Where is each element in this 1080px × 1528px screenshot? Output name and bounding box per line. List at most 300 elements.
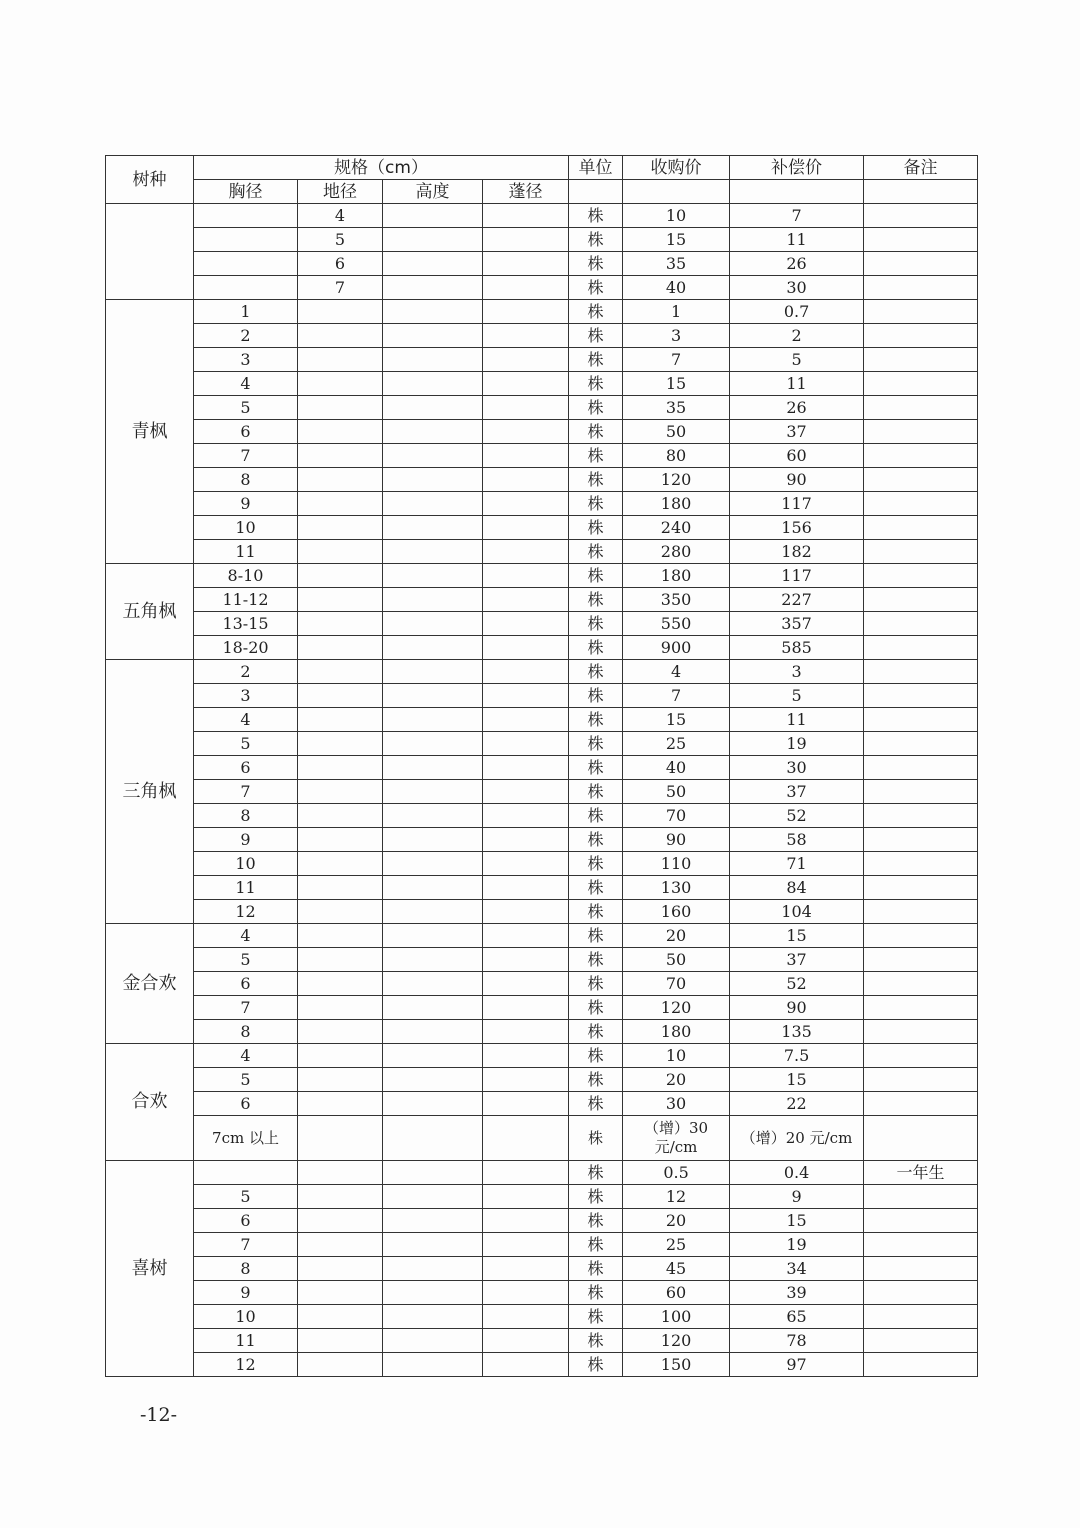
crown-diameter-cell xyxy=(483,300,569,324)
compensation-price-cell: 71 xyxy=(730,852,864,876)
table-row xyxy=(106,756,978,780)
purchase-price-cell: 180 xyxy=(623,564,730,588)
height-cell xyxy=(383,1185,483,1209)
purchase-price-cell: 50 xyxy=(623,780,730,804)
chest-diameter-cell: 11 xyxy=(194,876,298,900)
compensation-price-cell: 11 xyxy=(730,372,864,396)
crown-diameter-cell xyxy=(483,852,569,876)
compensation-price-cell: 11 xyxy=(730,228,864,252)
chest-diameter-cell: 2 xyxy=(194,660,298,684)
crown-diameter-cell xyxy=(483,564,569,588)
chest-diameter-cell: 1 xyxy=(194,300,298,324)
species-cell: 青枫 xyxy=(106,300,194,564)
compensation-price-cell: （增）20 元/cm xyxy=(730,1116,864,1161)
unit-cell: 株 xyxy=(569,1092,623,1116)
species-cell: 三角枫 xyxy=(106,660,194,924)
note-cell xyxy=(864,612,978,636)
table-row xyxy=(106,1281,978,1305)
purchase-price-cell: 20 xyxy=(623,924,730,948)
crown-diameter-cell xyxy=(483,540,569,564)
ground-diameter-cell xyxy=(298,372,383,396)
table-row xyxy=(106,780,978,804)
note-cell xyxy=(864,876,978,900)
note-cell xyxy=(864,1233,978,1257)
unit-cell: 株 xyxy=(569,204,623,228)
chest-diameter-cell xyxy=(194,204,298,228)
note-cell xyxy=(864,540,978,564)
height-cell xyxy=(383,444,483,468)
purchase-price-cell: 180 xyxy=(623,492,730,516)
purchase-price-cell: （增）30 元/cm xyxy=(623,1116,730,1161)
note-cell xyxy=(864,924,978,948)
ground-diameter-cell xyxy=(298,852,383,876)
unit-cell: 株 xyxy=(569,1305,623,1329)
header-crown-diameter: 蓬径 xyxy=(483,180,569,204)
header-chest-diameter: 胸径 xyxy=(194,180,298,204)
chest-diameter-cell: 6 xyxy=(194,1209,298,1233)
compensation-price-cell: 90 xyxy=(730,996,864,1020)
purchase-price-cell: 70 xyxy=(623,972,730,996)
compensation-price-cell: 30 xyxy=(730,276,864,300)
header-unit-blank xyxy=(569,180,623,204)
compensation-price-cell: 15 xyxy=(730,1209,864,1233)
crown-diameter-cell xyxy=(483,1020,569,1044)
compensation-price-cell: 5 xyxy=(730,348,864,372)
crown-diameter-cell xyxy=(483,780,569,804)
height-cell xyxy=(383,1044,483,1068)
compensation-price-cell: 78 xyxy=(730,1329,864,1353)
header-ground-diameter: 地径 xyxy=(298,180,383,204)
compensation-price-cell: 9 xyxy=(730,1185,864,1209)
chest-diameter-cell: 5 xyxy=(194,732,298,756)
purchase-price-cell: 25 xyxy=(623,1233,730,1257)
height-cell xyxy=(383,804,483,828)
compensation-price-cell: 0.4 xyxy=(730,1161,864,1185)
purchase-price-cell: 20 xyxy=(623,1209,730,1233)
note-cell xyxy=(864,948,978,972)
unit-cell: 株 xyxy=(569,468,623,492)
compensation-price-cell: 30 xyxy=(730,756,864,780)
compensation-price-cell: 156 xyxy=(730,516,864,540)
crown-diameter-cell xyxy=(483,900,569,924)
unit-cell: 株 xyxy=(569,300,623,324)
compensation-price-cell: 2 xyxy=(730,324,864,348)
ground-diameter-cell xyxy=(298,300,383,324)
note-cell xyxy=(864,300,978,324)
compensation-price-cell: 37 xyxy=(730,780,864,804)
chest-diameter-cell: 8-10 xyxy=(194,564,298,588)
note-cell xyxy=(864,996,978,1020)
compensation-price-cell: 84 xyxy=(730,876,864,900)
ground-diameter-cell xyxy=(298,804,383,828)
ground-diameter-cell: 6 xyxy=(298,252,383,276)
note-cell xyxy=(864,324,978,348)
height-cell xyxy=(383,996,483,1020)
crown-diameter-cell xyxy=(483,1329,569,1353)
ground-diameter-cell xyxy=(298,900,383,924)
height-cell xyxy=(383,972,483,996)
table-row xyxy=(106,252,978,276)
compensation-price-cell: 117 xyxy=(730,492,864,516)
header-unit: 单位 xyxy=(569,156,623,180)
unit-cell: 株 xyxy=(569,804,623,828)
ground-diameter-cell xyxy=(298,636,383,660)
ground-diameter-cell xyxy=(298,324,383,348)
unit-cell: 株 xyxy=(569,444,623,468)
purchase-price-cell: 40 xyxy=(623,276,730,300)
chest-diameter-cell: 8 xyxy=(194,1020,298,1044)
height-cell xyxy=(383,492,483,516)
unit-cell: 株 xyxy=(569,1329,623,1353)
ground-diameter-cell xyxy=(298,492,383,516)
page-number: -12- xyxy=(140,1404,178,1426)
unit-cell: 株 xyxy=(569,876,623,900)
ground-diameter-cell xyxy=(298,1353,383,1377)
note-cell xyxy=(864,852,978,876)
table-row xyxy=(106,276,978,300)
crown-diameter-cell xyxy=(483,996,569,1020)
chest-diameter-cell: 7 xyxy=(194,780,298,804)
note-cell xyxy=(864,204,978,228)
chest-diameter-cell: 6 xyxy=(194,420,298,444)
height-cell xyxy=(383,516,483,540)
purchase-price-cell: 60 xyxy=(623,1281,730,1305)
chest-diameter-cell: 11 xyxy=(194,1329,298,1353)
chest-diameter-cell: 10 xyxy=(194,516,298,540)
purchase-price-cell: 550 xyxy=(623,612,730,636)
species-cell: 金合欢 xyxy=(106,924,194,1044)
height-cell xyxy=(383,1209,483,1233)
chest-diameter-cell: 10 xyxy=(194,1305,298,1329)
ground-diameter-cell: 5 xyxy=(298,228,383,252)
unit-cell: 株 xyxy=(569,564,623,588)
table-row xyxy=(106,684,978,708)
chest-diameter-cell: 8 xyxy=(194,804,298,828)
ground-diameter-cell xyxy=(298,468,383,492)
chest-diameter-cell: 12 xyxy=(194,1353,298,1377)
purchase-price-cell: 40 xyxy=(623,756,730,780)
note-cell xyxy=(864,780,978,804)
ground-diameter-cell xyxy=(298,1185,383,1209)
ground-diameter-cell xyxy=(298,828,383,852)
height-cell xyxy=(383,348,483,372)
note-cell xyxy=(864,1305,978,1329)
crown-diameter-cell xyxy=(483,804,569,828)
crown-diameter-cell xyxy=(483,396,569,420)
ground-diameter-cell xyxy=(298,348,383,372)
purchase-price-cell: 50 xyxy=(623,420,730,444)
chest-diameter-cell xyxy=(194,228,298,252)
height-cell xyxy=(383,852,483,876)
note-cell xyxy=(864,756,978,780)
unit-cell: 株 xyxy=(569,1209,623,1233)
height-cell xyxy=(383,924,483,948)
unit-cell: 株 xyxy=(569,1353,623,1377)
unit-cell: 株 xyxy=(569,372,623,396)
height-cell xyxy=(383,660,483,684)
unit-cell: 株 xyxy=(569,612,623,636)
chest-diameter-cell: 5 xyxy=(194,1185,298,1209)
table-row xyxy=(106,540,978,564)
note-cell xyxy=(864,228,978,252)
ground-diameter-cell xyxy=(298,1281,383,1305)
compensation-price-cell: 7.5 xyxy=(730,1044,864,1068)
header-purchase-price: 收购价 xyxy=(623,156,730,180)
compensation-price-cell: 357 xyxy=(730,612,864,636)
ground-diameter-cell xyxy=(298,684,383,708)
height-cell xyxy=(383,276,483,300)
ground-diameter-cell xyxy=(298,1233,383,1257)
ground-diameter-cell xyxy=(298,1329,383,1353)
crown-diameter-cell xyxy=(483,252,569,276)
crown-diameter-cell xyxy=(483,420,569,444)
ground-diameter-cell xyxy=(298,396,383,420)
unit-cell: 株 xyxy=(569,588,623,612)
compensation-price-cell: 585 xyxy=(730,636,864,660)
chest-diameter-cell: 9 xyxy=(194,1281,298,1305)
purchase-price-cell: 180 xyxy=(623,1020,730,1044)
note-cell xyxy=(864,1329,978,1353)
purchase-price-cell: 100 xyxy=(623,1305,730,1329)
table-row xyxy=(106,564,978,588)
chest-diameter-cell: 4 xyxy=(194,1044,298,1068)
height-cell xyxy=(383,1281,483,1305)
table-row xyxy=(106,948,978,972)
unit-cell: 株 xyxy=(569,276,623,300)
ground-diameter-cell xyxy=(298,756,383,780)
table-row xyxy=(106,1233,978,1257)
crown-diameter-cell xyxy=(483,1281,569,1305)
unit-cell: 株 xyxy=(569,228,623,252)
compensation-price-cell: 135 xyxy=(730,1020,864,1044)
species-cell: 喜树 xyxy=(106,1161,194,1377)
chest-diameter-cell: 6 xyxy=(194,972,298,996)
note-cell xyxy=(864,708,978,732)
note-cell xyxy=(864,588,978,612)
purchase-price-cell: 160 xyxy=(623,900,730,924)
crown-diameter-cell xyxy=(483,1185,569,1209)
compensation-price-cell: 15 xyxy=(730,1068,864,1092)
crown-diameter-cell xyxy=(483,708,569,732)
chest-diameter-cell: 11 xyxy=(194,540,298,564)
unit-cell: 株 xyxy=(569,756,623,780)
height-cell xyxy=(383,948,483,972)
compensation-price-cell: 22 xyxy=(730,1092,864,1116)
purchase-price-cell: 12 xyxy=(623,1185,730,1209)
crown-diameter-cell xyxy=(483,1161,569,1185)
height-cell xyxy=(383,252,483,276)
purchase-price-cell: 0.5 xyxy=(623,1161,730,1185)
note-cell xyxy=(864,684,978,708)
table-row xyxy=(106,708,978,732)
crown-diameter-cell xyxy=(483,444,569,468)
chest-diameter-cell: 8 xyxy=(194,468,298,492)
header-note-blank xyxy=(864,180,978,204)
ground-diameter-cell xyxy=(298,516,383,540)
compensation-price-cell: 97 xyxy=(730,1353,864,1377)
table-row xyxy=(106,900,978,924)
crown-diameter-cell xyxy=(483,876,569,900)
height-cell xyxy=(383,1257,483,1281)
chest-diameter-cell: 6 xyxy=(194,756,298,780)
compensation-price-cell: 11 xyxy=(730,708,864,732)
ground-diameter-cell xyxy=(298,1068,383,1092)
height-cell xyxy=(383,300,483,324)
compensation-price-cell: 15 xyxy=(730,924,864,948)
height-cell xyxy=(383,396,483,420)
crown-diameter-cell xyxy=(483,204,569,228)
crown-diameter-cell xyxy=(483,636,569,660)
header-spec: 规格（cm） xyxy=(194,156,569,180)
chest-diameter-cell: 7 xyxy=(194,1233,298,1257)
chest-diameter-cell: 18-20 xyxy=(194,636,298,660)
purchase-price-cell: 120 xyxy=(623,996,730,1020)
height-cell xyxy=(383,228,483,252)
crown-diameter-cell xyxy=(483,1044,569,1068)
note-cell xyxy=(864,444,978,468)
height-cell xyxy=(383,612,483,636)
note-cell xyxy=(864,252,978,276)
purchase-price-cell: 3 xyxy=(623,324,730,348)
height-cell xyxy=(383,1068,483,1092)
table-row xyxy=(106,852,978,876)
crown-diameter-cell xyxy=(483,1068,569,1092)
height-cell xyxy=(383,1305,483,1329)
crown-diameter-cell xyxy=(483,516,569,540)
note-cell xyxy=(864,972,978,996)
unit-cell: 株 xyxy=(569,660,623,684)
note-cell xyxy=(864,1044,978,1068)
chest-diameter-cell: 7 xyxy=(194,996,298,1020)
purchase-price-cell: 900 xyxy=(623,636,730,660)
height-cell xyxy=(383,1092,483,1116)
height-cell xyxy=(383,1329,483,1353)
chest-diameter-cell: 11-12 xyxy=(194,588,298,612)
unit-cell: 株 xyxy=(569,1020,623,1044)
unit-cell: 株 xyxy=(569,828,623,852)
species-cell: 五角枫 xyxy=(106,564,194,660)
height-cell xyxy=(383,756,483,780)
compensation-price-cell: 58 xyxy=(730,828,864,852)
species-cell: 合欢 xyxy=(106,1044,194,1161)
table-row xyxy=(106,1116,978,1161)
table-row xyxy=(106,1209,978,1233)
table-row xyxy=(106,1353,978,1377)
table-row xyxy=(106,588,978,612)
purchase-price-cell: 4 xyxy=(623,660,730,684)
table-row xyxy=(106,324,978,348)
unit-cell: 株 xyxy=(569,1185,623,1209)
compensation-price-cell: 60 xyxy=(730,444,864,468)
ground-diameter-cell xyxy=(298,876,383,900)
purchase-price-cell: 120 xyxy=(623,468,730,492)
chest-diameter-cell: 3 xyxy=(194,348,298,372)
chest-diameter-cell: 2 xyxy=(194,324,298,348)
crown-diameter-cell xyxy=(483,660,569,684)
ground-diameter-cell xyxy=(298,1161,383,1185)
note-cell: 一年生 xyxy=(864,1161,978,1185)
table-row xyxy=(106,228,978,252)
note-cell xyxy=(864,564,978,588)
height-cell xyxy=(383,1353,483,1377)
height-cell xyxy=(383,708,483,732)
table-row xyxy=(106,396,978,420)
ground-diameter-cell xyxy=(298,1305,383,1329)
unit-cell: 株 xyxy=(569,516,623,540)
table-row xyxy=(106,996,978,1020)
crown-diameter-cell xyxy=(483,228,569,252)
table-row xyxy=(106,1092,978,1116)
unit-cell: 株 xyxy=(569,492,623,516)
note-cell xyxy=(864,900,978,924)
unit-cell: 株 xyxy=(569,1233,623,1257)
chest-diameter-cell: 9 xyxy=(194,828,298,852)
chest-diameter-cell xyxy=(194,252,298,276)
table-body xyxy=(106,204,978,1377)
note-cell xyxy=(864,804,978,828)
purchase-price-cell: 240 xyxy=(623,516,730,540)
compensation-price-cell: 3 xyxy=(730,660,864,684)
table-row xyxy=(106,300,978,324)
ground-diameter-cell xyxy=(298,540,383,564)
compensation-price-cell: 90 xyxy=(730,468,864,492)
purchase-price-cell: 7 xyxy=(623,348,730,372)
crown-diameter-cell xyxy=(483,756,569,780)
chest-diameter-cell: 5 xyxy=(194,948,298,972)
height-cell xyxy=(383,876,483,900)
note-cell xyxy=(864,1020,978,1044)
table-row xyxy=(106,876,978,900)
table-row xyxy=(106,1185,978,1209)
crown-diameter-cell xyxy=(483,276,569,300)
crown-diameter-cell xyxy=(483,1092,569,1116)
unit-cell: 株 xyxy=(569,684,623,708)
unit-cell: 株 xyxy=(569,636,623,660)
ground-diameter-cell xyxy=(298,732,383,756)
unit-cell: 株 xyxy=(569,972,623,996)
note-cell xyxy=(864,660,978,684)
purchase-price-cell: 15 xyxy=(623,228,730,252)
species-cell xyxy=(106,204,194,300)
purchase-price-cell: 10 xyxy=(623,1044,730,1068)
crown-diameter-cell xyxy=(483,492,569,516)
header-note: 备注 xyxy=(864,156,978,180)
ground-diameter-cell xyxy=(298,1044,383,1068)
header-species: 树种 xyxy=(106,156,194,204)
table-row xyxy=(106,804,978,828)
compensation-price-cell: 182 xyxy=(730,540,864,564)
table-row xyxy=(106,636,978,660)
unit-cell: 株 xyxy=(569,948,623,972)
ground-diameter-cell: 4 xyxy=(298,204,383,228)
crown-diameter-cell xyxy=(483,1233,569,1257)
table-header xyxy=(106,156,978,204)
height-cell xyxy=(383,468,483,492)
note-cell xyxy=(864,1068,978,1092)
height-cell xyxy=(383,900,483,924)
purchase-price-cell: 350 xyxy=(623,588,730,612)
table-row xyxy=(106,348,978,372)
purchase-price-cell: 120 xyxy=(623,1329,730,1353)
purchase-price-cell: 80 xyxy=(623,444,730,468)
ground-diameter-cell xyxy=(298,660,383,684)
note-cell xyxy=(864,1209,978,1233)
note-cell xyxy=(864,1257,978,1281)
height-cell xyxy=(383,1116,483,1161)
compensation-price-cell: 0.7 xyxy=(730,300,864,324)
height-cell xyxy=(383,324,483,348)
purchase-price-cell: 25 xyxy=(623,732,730,756)
